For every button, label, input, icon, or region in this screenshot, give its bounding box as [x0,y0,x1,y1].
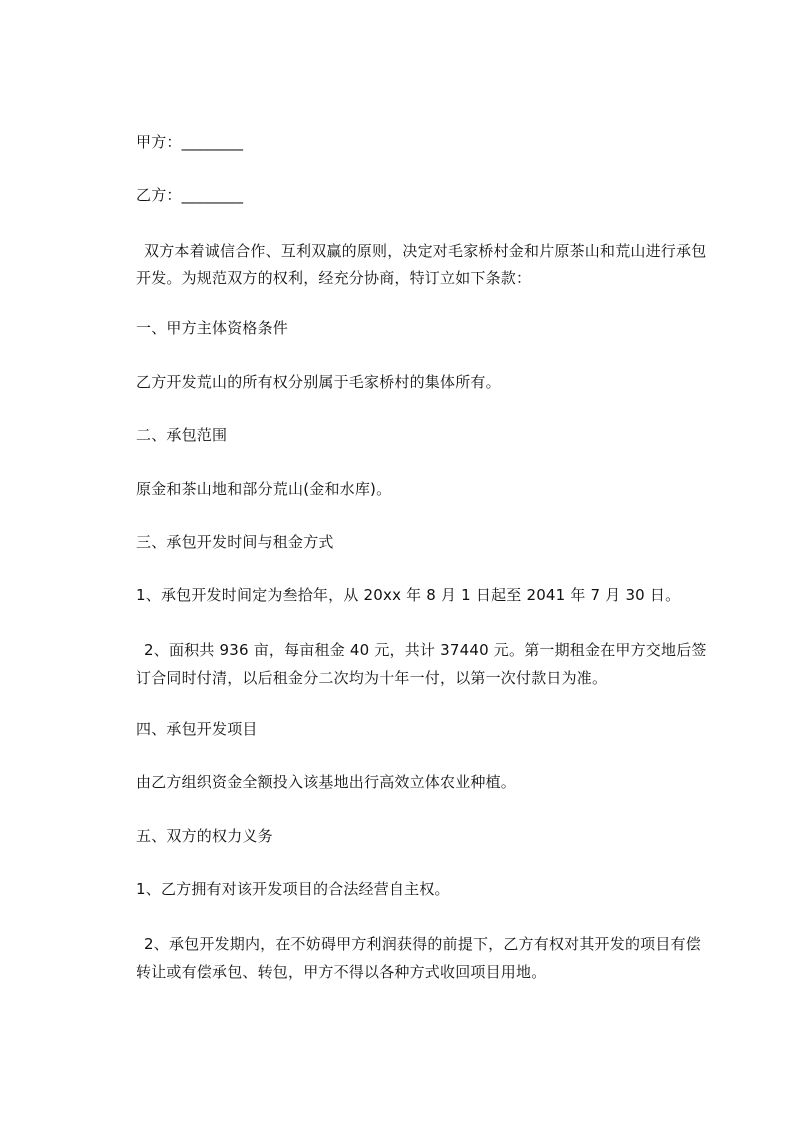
intro-paragraph: 双方本着诚信合作、互利双赢的原则，决定对毛家桥村金和片原茶山和荒山进行承包开发。为规范双方的权利，经充分协商，特订立如下条款： [136,242,707,287]
section-3-item-2: 2、面积共 936 亩，每亩租金 40 元，共计 37440 元。第一期租金在甲方交地后签订合同时付清，以后租金分二次均为十年一付，以第一次付款日为准。 [136,641,707,687]
section-heading-1: 一、甲方主体资格条件 [136,319,289,337]
section-heading-5: 五、双方的权力义务 [136,827,273,845]
section-heading-4: 四、承包开发项目 [136,720,258,738]
section-body-1: 乙方开发荒山的所有权分别属于毛家桥村的集体所有。 [136,373,501,391]
section-5-item-2: 2、承包开发期内，在不妨碍甲方利润获得的前提下，乙方有权对其开发的项目有偿转让或有偿承包、转包，甲方不得以各种方式收回项目用地。 [136,935,701,981]
section-body-4: 由乙方组织资金全额投入该基地出行高效立体农业种植。 [136,773,517,791]
party-b-line: 乙方：________ [136,186,244,204]
section-body-2: 原金和茶山地和部分荒山(金和水库)。 [136,480,392,498]
section-5-item-1: 1、乙方拥有对该开发项目的合法经营自主权。 [136,880,450,898]
party-a-line: 甲方：________ [136,133,244,151]
section-3-item-1: 1、承包开发时间定为叁拾年，从 20xx 年 8 月 1 日起至 2041 年 7 月 30 日。 [136,586,681,604]
section-heading-3: 三、承包开发时间与租金方式 [136,533,334,551]
section-heading-2: 二、承包范围 [136,426,228,444]
